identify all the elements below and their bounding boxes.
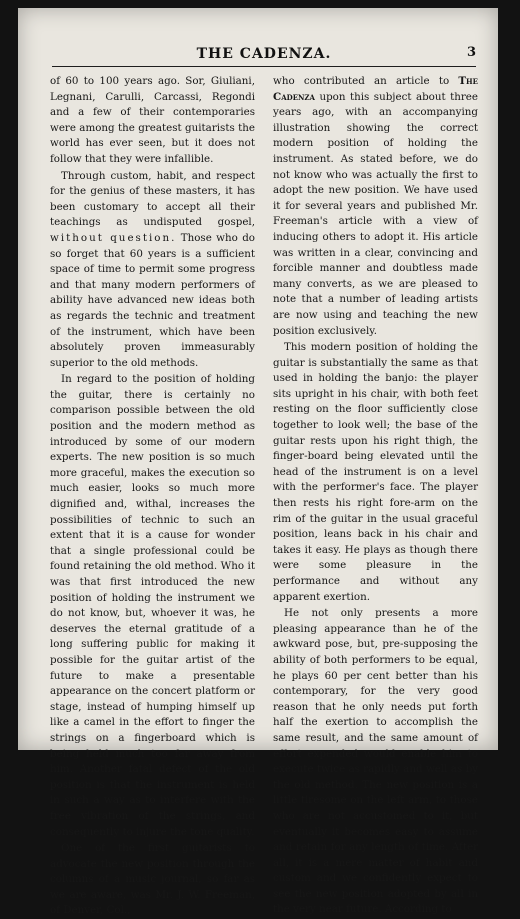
spaced-emphasis: without question. — [50, 231, 177, 244]
magazine-page — [18, 8, 498, 917]
paragraph-text: Those who do so forget that 60 years is a sufficient space of time to permit some progress and that many modern performers of ability have advanced new ideas both as regards the technic and treatment of the instrument, which have been absolutely proven immeasurably superior to the old methods. — [50, 231, 255, 369]
paragraph: He not only presents a more pleasing appearance than he of the awkward pose, but, pre-supposing the ability of both performers to be equal, he plays 60 per cent better than his contemporary, for the very good reason that he only needs put forth half the exertion to accomplish the same result, and the same amount of effort expended would enable him to execute twice as rapidly and well as by the old method. The new position is a little tiresome on the left arm, to those who are not accustomed to it, but eventually it becomes easy to assume and retain for any length of time. After all, it is a mere matter of habit and custom and we confidently expect to see the new position adopted by all in the very near future. According to — [273, 607, 478, 916]
running-title: THE CADENZA. — [196, 46, 332, 62]
article-body — [50, 74, 480, 917]
paragraph: of 60 to 100 years ago. Sor, Giuliani, Legnani, Carulli, Carcassi, Regondi and a few of their contemporaries were among the greatest guitarists the world has ever seen, but it does not follow that they were infallible. — [50, 75, 255, 165]
paragraph-text: upon this subject about three years ago, with an accompanying illustration showing the correct modern position of holding the instrument. As stated before, we do not know who was actually the first to adopt the new position. We have used it for several years and published Mr. Freeman's article with a view of inducing others to adopt it. His article was written in a clear, convincing and forcible manner and doubtless made many converts, as we are pleased to note that a number of leading artists are now using and teaching the new position exclusively. — [273, 90, 478, 337]
paragraph-text: Through custom, habit, and respect for the genius of these masters, it has been customary to accept all their teachings as undisputed gospel, — [50, 169, 255, 229]
page-number: 3 — [466, 45, 476, 60]
paragraph: One of the first guitarists to advocate the new position through the columns of a music journal, so far as we are aware, was Mr. J. W. Freeman, of Denver, Col., — [50, 842, 255, 917]
paragraph: This modern position of holding the guitar is substantially the same as that used in holding the banjo: the player sits upright in his chair, with both feet resting on the floor sufficiently close together to look well; the base of the guitar rests upon his right thigh, the finger-board being elevated until the head of the instrument is on a level with the performer's face. The player then rests his right fore-arm on the rim of the guitar in the usual graceful position, leans back in his chair and takes it easy. He plays as though there were some pleasure in the performance and without any apparent exertion. — [273, 341, 478, 603]
paragraph — [273, 74, 478, 339]
paragraph: In regard to the position of holding the guitar, there is certainly no comparison possible between the old position and the modern method as introduced by some of our modern experts. The new position is so much more graceful, makes the execution so much easier, looks so much more dignified and, withal, increases the possibilities of technic to such an extent that it is a cause for wonder that a single professional could be found retaining the old method. Who it was that first introduced the new position of holding the instrument we do not know, but, whoever it was, he deserves the eternal gratitude of a long suffering public for making it possible for the guitar artist of the future to make a presentable appearance on the concert platform or stage, instead of humping himself up like a camel in the effort to finger the strings on a fingerboard which is being held much too far away from him. Another fatal defect of the old position is that the instrument is held in such a way as to interfere with the free vibration of the strings, and consequently to injure the tone quality. — [50, 373, 255, 838]
paragraph — [50, 169, 255, 372]
paragraph-text: who contributed an article to — [273, 75, 450, 87]
running-header — [52, 44, 476, 67]
right-column — [273, 74, 478, 918]
left-column — [50, 74, 255, 919]
journal-name: The Cadenza — [273, 75, 478, 103]
